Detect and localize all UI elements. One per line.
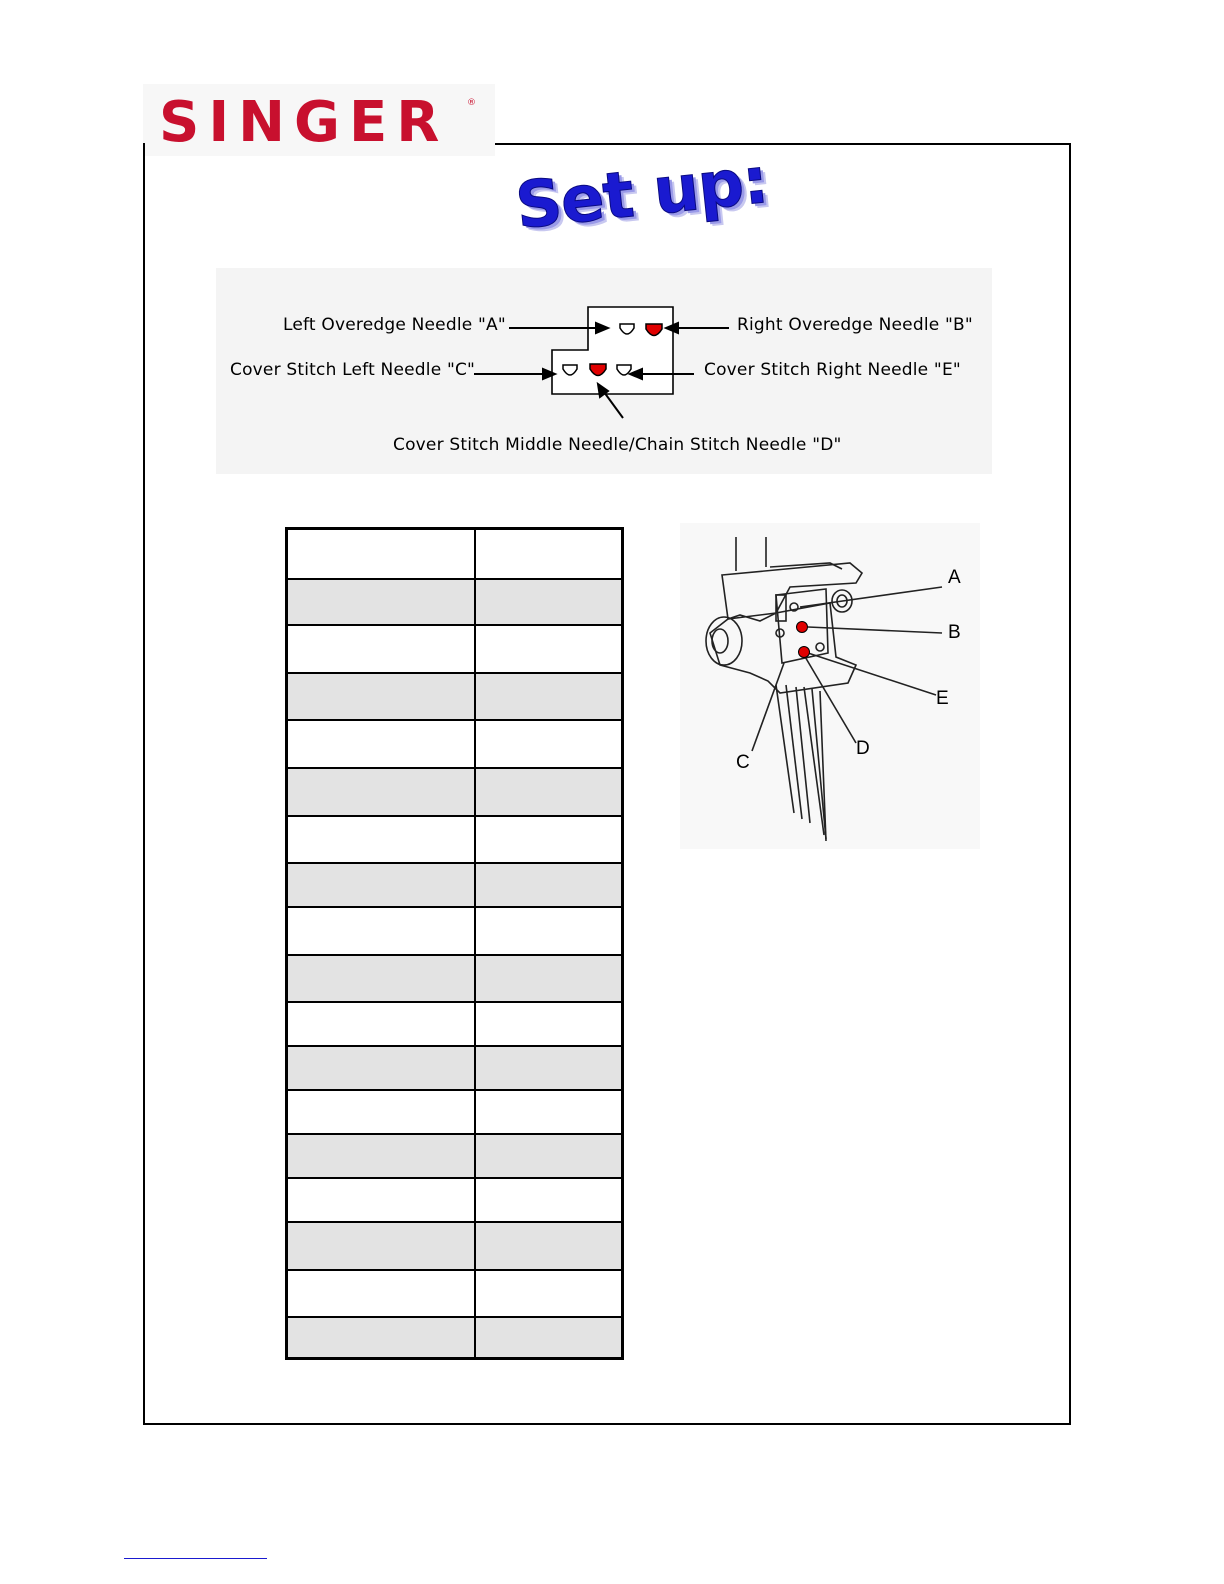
table-row (287, 1134, 623, 1178)
machine-label-c: C (736, 752, 750, 773)
table-cell (287, 955, 475, 1002)
table-cell (287, 1002, 475, 1046)
registered-mark: ® (467, 98, 476, 108)
table-cell (475, 1270, 623, 1317)
footer-rule (124, 1558, 267, 1559)
needle-plate-outline (552, 307, 673, 394)
table-row (287, 625, 623, 673)
table-row (287, 1046, 623, 1090)
table-cell (287, 1090, 475, 1134)
table-cell (287, 816, 475, 863)
table-row (287, 1002, 623, 1046)
machine-label-a: A (948, 567, 961, 588)
table-row (287, 907, 623, 955)
table-row (287, 1090, 623, 1134)
machine-needle-illustration (680, 523, 980, 849)
table-cell (475, 907, 623, 955)
table-cell (475, 1178, 623, 1222)
table-cell (287, 720, 475, 768)
table-cell (475, 673, 623, 720)
needle-d-dot (799, 647, 810, 658)
table-cell (475, 1317, 623, 1359)
table-row (287, 1178, 623, 1222)
table-cell (287, 1178, 475, 1222)
table-cell (287, 907, 475, 955)
table-row (287, 720, 623, 768)
table-cell (475, 1046, 623, 1090)
needle-plate-diagram (216, 268, 992, 474)
table-cell (287, 625, 475, 673)
table-cell (475, 955, 623, 1002)
table-cell (475, 1222, 623, 1270)
label-needle-d: Cover Stitch Middle Needle/Chain Stitch Needle "D" (393, 435, 842, 455)
table-row (287, 529, 623, 579)
table-cell (287, 1046, 475, 1090)
title-text: Set up: (512, 144, 771, 244)
label-needle-c: Cover Stitch Left Needle "C" (230, 360, 476, 380)
table-cell (475, 579, 623, 625)
needle-b-dot (797, 622, 808, 633)
machine-label-e: E (936, 688, 949, 709)
table-row (287, 955, 623, 1002)
table-cell (287, 1222, 475, 1270)
machine-drawing (680, 523, 980, 849)
table-row (287, 1270, 623, 1317)
label-needle-b: Right Overedge Needle "B" (737, 315, 973, 335)
table-cell (287, 863, 475, 907)
logo-text: SINGER (159, 90, 449, 155)
table-cell (475, 1134, 623, 1178)
table-row (287, 1317, 623, 1359)
table-cell (287, 579, 475, 625)
thread-table (285, 527, 624, 1360)
table-row (287, 1222, 623, 1270)
needle-position-diagram (216, 268, 992, 474)
label-needle-e: Cover Stitch Right Needle "E" (704, 360, 961, 380)
table-cell (287, 1270, 475, 1317)
frame-top-border (495, 143, 1069, 145)
label-needle-a: Left Overedge Needle "A" (283, 315, 506, 335)
table-row (287, 816, 623, 863)
table-cell (475, 863, 623, 907)
table-cell (287, 673, 475, 720)
table-cell (287, 1134, 475, 1178)
table-cell (475, 720, 623, 768)
table-cell (287, 1317, 475, 1359)
table-cell (287, 529, 475, 579)
table-cell (475, 625, 623, 673)
table-cell (475, 1002, 623, 1046)
table-cell (475, 768, 623, 816)
machine-label-d: D (856, 738, 870, 759)
table-row (287, 673, 623, 720)
machine-label-b: B (948, 622, 961, 643)
table-row (287, 863, 623, 907)
table-cell (475, 816, 623, 863)
table-cell (287, 768, 475, 816)
table-cell (475, 529, 623, 579)
table-row (287, 768, 623, 816)
table-cell (475, 1090, 623, 1134)
table-row (287, 579, 623, 625)
